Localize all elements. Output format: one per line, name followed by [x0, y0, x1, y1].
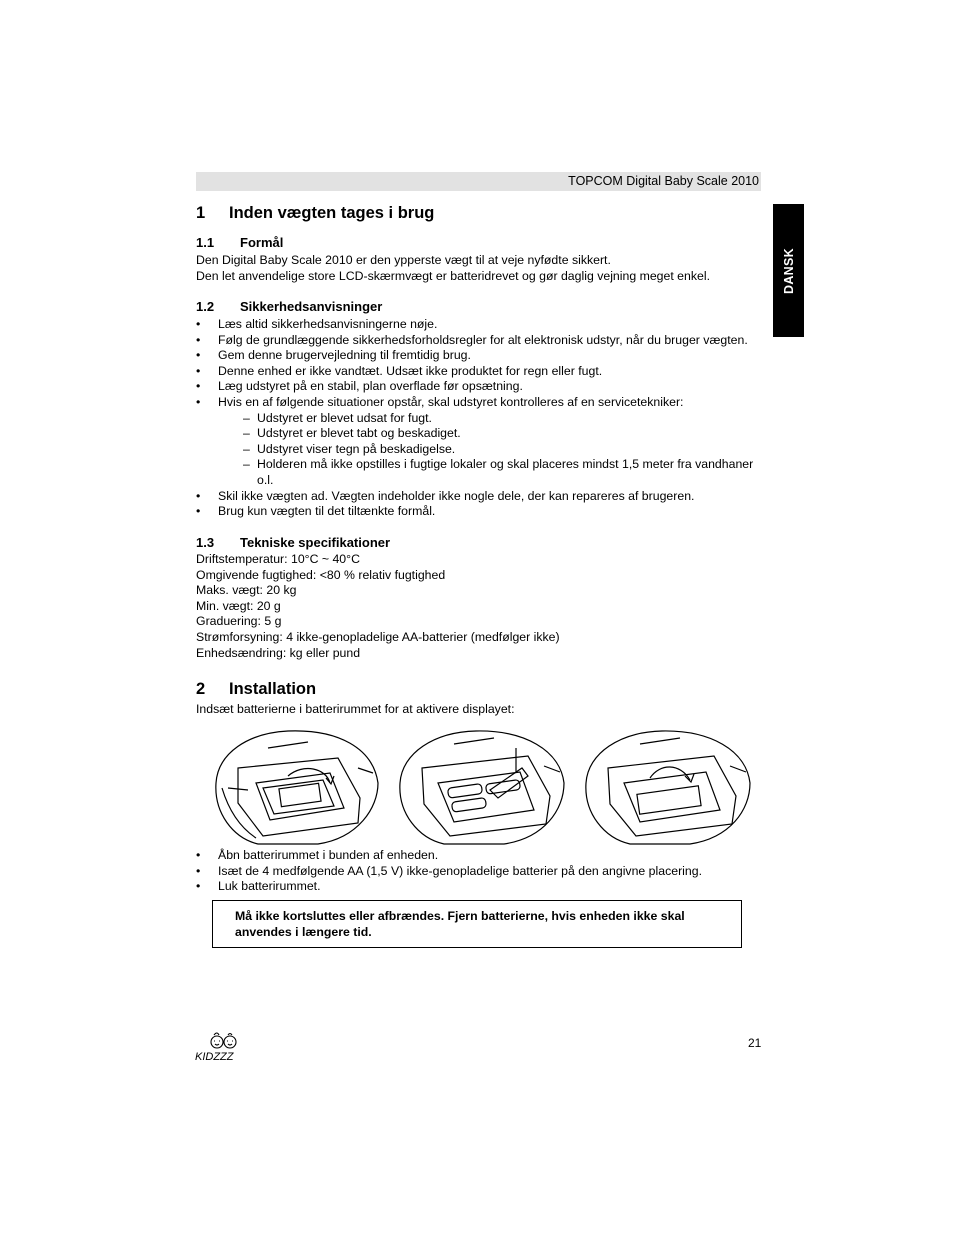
subsection-number: 1.1 [196, 235, 215, 250]
header-bar [196, 172, 761, 191]
dash: – [243, 441, 250, 456]
spec-line: Driftstemperatur: 10°C ~ 40°C [196, 552, 360, 566]
battery-compartment-open-illustration [208, 728, 380, 846]
section-2-heading [196, 679, 316, 699]
list-item [196, 317, 766, 333]
purpose-text [196, 253, 710, 284]
subsection-number: 1.3 [196, 535, 215, 550]
installation-intro: Indsæt batterierne i batterirummet for at aktivere displayet: [196, 702, 515, 716]
battery-insert-illustration [394, 728, 566, 846]
bullet: • [196, 848, 201, 862]
subsection-title: Tekniske specifikationer [240, 535, 391, 550]
list-item [196, 364, 766, 380]
subsection-1-2-heading [196, 299, 382, 315]
sub-list-item-text: o.l. [257, 472, 274, 487]
bullet: • [196, 879, 201, 894]
spec-line: Strømforsyning: 4 ikke-genopladelige AA-batterier (medfølger ikke) [196, 629, 560, 644]
sub-list-item [196, 426, 766, 442]
list-item-text: Isæt de 4 medfølgende AA (1,5 V) ikke-genopladelige batterier på den angivne placering. [218, 863, 702, 878]
bullet: • [196, 504, 201, 519]
section-title: Installation [229, 680, 317, 698]
battery-compartment-close-illustration [580, 728, 752, 846]
list-item [196, 489, 766, 505]
sub-list-item [196, 442, 766, 458]
spec-list [196, 552, 560, 661]
sub-list-item [196, 411, 766, 427]
bullet: • [196, 332, 201, 347]
list-item [196, 379, 766, 395]
subsection-title: Formål [240, 235, 284, 250]
list-item-text: Brug kun vægten til det tiltænkte formål. [218, 504, 436, 519]
list-item [196, 864, 766, 880]
sub-list-item [196, 457, 766, 473]
bullet: • [196, 348, 201, 363]
list-item-text: Luk batterirummet. [218, 879, 321, 894]
list-item-text: Følg de grundlæggende sikkerhedsforholdsregler for alt elektronisk udstyr, når du bruger vægten. [218, 332, 748, 347]
list-item [196, 395, 766, 411]
list-item [196, 879, 766, 895]
list-item-text: Åbn batterirummet i bunden af enheden. [218, 848, 439, 862]
spec-line: Maks. vægt: 20 kg [196, 583, 297, 598]
list-item-text: Hvis en af følgende situationer opstår, skal udstyret kontrolleres af en servicetekniker: [218, 394, 684, 409]
section-1-heading [196, 203, 434, 223]
sub-list-item-text: Holderen må ikke opstilles i fugtige lokaler og skal placeres mindst 1,5 meter fra vandhaner [257, 457, 754, 472]
section-number: 1 [196, 204, 206, 222]
dash: – [243, 410, 250, 425]
warning-line: anvendes i længere tid. [235, 925, 372, 939]
list-item-text: Læs altid sikkerhedsanvisningerne nøje. [218, 317, 438, 331]
list-item-text: Læg udstyret på en stabil, plan overflade før opsætning. [218, 379, 523, 394]
list-item [196, 504, 766, 520]
warning-line: Må ikke kortsluttes eller afbrændes. Fjern batterierne, hvis enheden ikke skal [235, 909, 685, 923]
bullet: • [196, 394, 201, 409]
sub-list-item-continued [196, 473, 766, 489]
section-number: 2 [196, 680, 206, 698]
language-tab-label: DANSK [781, 247, 796, 294]
sub-list-item-text: Udstyret er blevet udsat for fugt. [257, 410, 432, 425]
spec-line: Enhedsændring: kg eller pund [196, 645, 361, 660]
installation-steps [196, 848, 766, 895]
subsection-title: Sikkerhedsanvisninger [240, 299, 383, 314]
warning-box [212, 900, 742, 948]
spec-line: Graduering: 5 g [196, 614, 282, 629]
list-item [196, 333, 766, 349]
bullet: • [196, 317, 201, 331]
logo-text: KIDZZZ [195, 1051, 234, 1063]
section-title: Inden vægten tages i brug [229, 204, 435, 222]
list-item-text: Denne enhed er ikke vandtæt. Udsæt ikke produktet for regn eller fugt. [218, 363, 603, 378]
language-tab [773, 204, 804, 337]
list-item [196, 848, 766, 864]
header-title: TOPCOM Digital Baby Scale 2010 [568, 174, 759, 188]
page-number: 21 [748, 1036, 762, 1050]
bullet: • [196, 363, 201, 378]
list-item-text: Gem denne brugervejledning til fremtidig brug. [218, 348, 471, 363]
text-line: Den Digital Baby Scale 2010 er den ypperste vægt til at veje nyfødte sikkert. [196, 253, 611, 267]
sub-list-item-text: Udstyret er blevet tabt og beskadiget. [257, 426, 461, 441]
spec-line: Min. vægt: 20 g [196, 598, 281, 613]
safety-list [196, 317, 766, 520]
subsection-number: 1.2 [196, 299, 215, 314]
bullet: • [196, 863, 201, 878]
sub-list-item-text: Udstyret viser tegn på beskadigelse. [257, 441, 456, 456]
list-item [196, 348, 766, 364]
kidzzz-logo [194, 1028, 246, 1064]
bullet: • [196, 379, 201, 394]
text-line: Den let anvendelige store LCD-skærmvægt er batteridrevet og gør daglig vejning meget enkel. [196, 268, 710, 283]
warning-text [235, 908, 685, 940]
subsection-1-3-heading [196, 535, 390, 551]
spec-line: Omgivende fugtighed: <80 % relativ fugtighed [196, 567, 446, 582]
dash: – [243, 426, 250, 441]
dash: – [243, 457, 250, 472]
list-item-text: Skil ikke vægten ad. Vægten indeholder ikke nogle dele, der kan repareres af brugeren. [218, 488, 695, 503]
subsection-1-1-heading [196, 235, 283, 251]
bullet: • [196, 488, 201, 503]
